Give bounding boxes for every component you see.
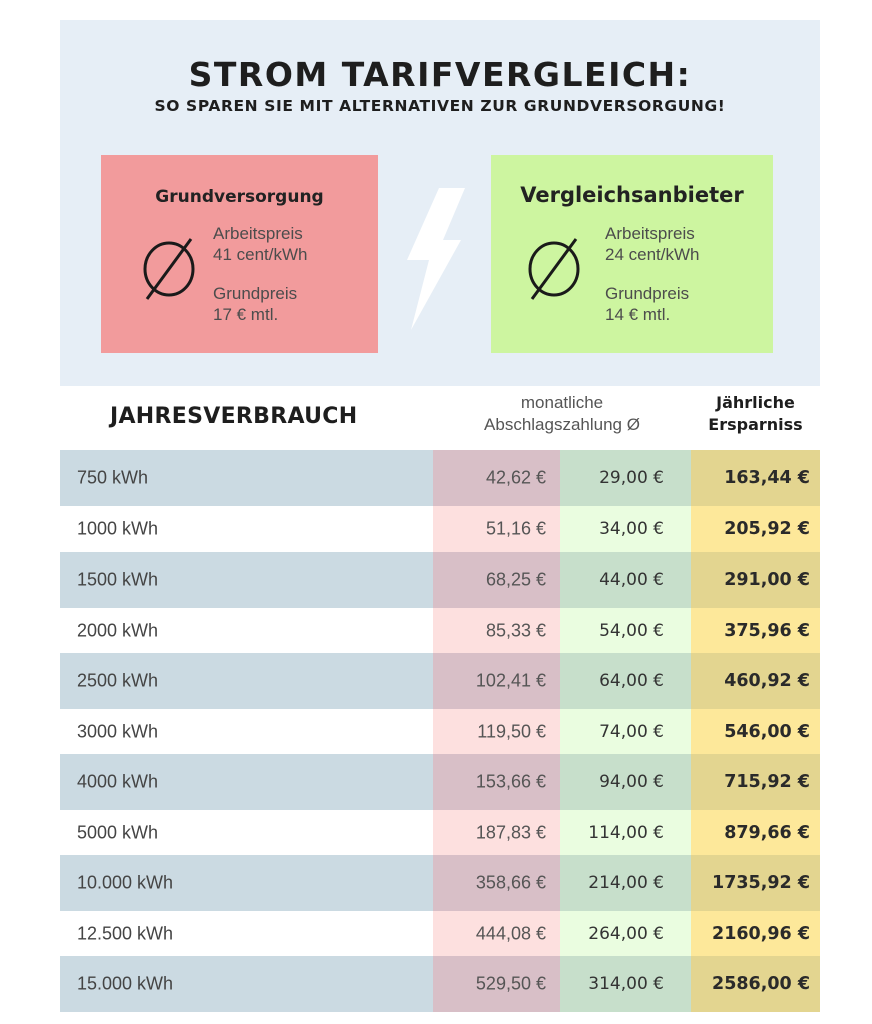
usage-cell (60, 810, 433, 855)
column-header-monatlich-line2: Abschlagszahlung Ø (484, 415, 640, 434)
arbeitspreis-label: Arbeitspreis (605, 224, 695, 243)
usage-cell (60, 956, 433, 1012)
usage-cell (60, 911, 433, 956)
table-row (60, 552, 820, 608)
table-row (60, 608, 820, 653)
grundversorgung-monthly-cell-text: 358,66 € (475, 872, 546, 893)
grundpreis-label: Grundpreis (605, 284, 690, 303)
table-row (60, 506, 820, 552)
usage-cell (60, 608, 433, 653)
vergleichsanbieter-monthly-cell (560, 754, 691, 810)
vergleichsanbieter-monthly-cell (560, 810, 691, 855)
grundversorgung-monthly-cell (433, 810, 560, 855)
card-vergleichsanbieter (491, 155, 773, 353)
grundversorgung-monthly-cell-text: 85,33 € (485, 620, 546, 640)
vergleichsanbieter-monthly-cell-text: 114,00 € (588, 822, 664, 843)
arbeitspreis-value: 24 cent/kWh (605, 245, 700, 264)
usage-cell-text: 12.500 kWh (77, 923, 174, 943)
table-row (60, 450, 820, 506)
usage-cell (60, 855, 433, 911)
annual-saving-cell (691, 450, 820, 506)
table-row (60, 653, 820, 709)
annual-saving-cell (691, 911, 820, 956)
usage-cell-text: 1500 kWh (77, 569, 159, 590)
column-header-ersparnis-line2: Ersparniss (708, 415, 803, 434)
vergleichsanbieter-monthly-cell-text: 314,00 € (588, 974, 664, 994)
card-grundversorgung (101, 155, 378, 353)
page-subtitle: SO SPAREN SIE MIT ALTERNATIVEN ZUR GRUNDVERSORGUNG! (154, 97, 726, 115)
arbeitspreis-label: Arbeitspreis (213, 224, 303, 243)
vergleichsanbieter-monthly-cell-text: 44,00 € (599, 570, 664, 590)
annual-saving-cell (691, 956, 820, 1012)
grundversorgung-monthly-cell (433, 709, 560, 754)
vergleichsanbieter-monthly-cell-text: 74,00 € (599, 721, 664, 742)
grundversorgung-monthly-cell-text: 42,62 € (485, 467, 546, 488)
column-header-ersparnis-line1: Jährliche (716, 393, 795, 412)
grundversorgung-monthly-cell (433, 911, 560, 956)
grundversorgung-monthly-cell-text: 529,50 € (475, 973, 546, 994)
vergleichsanbieter-monthly-cell (560, 709, 691, 754)
card-vergleichsanbieter-prices (605, 223, 700, 325)
grundpreis-label: Grundpreis (213, 284, 298, 303)
annual-saving-cell (691, 552, 820, 608)
annual-saving-cell (691, 810, 820, 855)
usage-cell (60, 552, 433, 608)
vergleichsanbieter-monthly-cell-text: 264,00 € (588, 923, 664, 944)
usage-cell (60, 754, 433, 810)
vergleichsanbieter-monthly-cell-text: 54,00 € (599, 620, 664, 641)
grundversorgung-monthly-cell-text: 153,66 € (475, 771, 546, 792)
table-row (60, 956, 820, 1012)
usage-cell-text: 750 kWh (77, 467, 149, 488)
vergleichsanbieter-monthly-cell (560, 956, 691, 1012)
grundversorgung-monthly-cell (433, 450, 560, 506)
annual-saving-cell-text: 375,96 € (724, 620, 810, 641)
grundversorgung-monthly-cell-text: 68,25 € (485, 569, 546, 590)
annual-saving-cell (691, 855, 820, 911)
vergleichsanbieter-monthly-cell (560, 608, 691, 653)
table-row (60, 855, 820, 911)
table-row (60, 709, 820, 754)
grundversorgung-monthly-cell (433, 653, 560, 709)
grundpreis-value: 17 € mtl. (213, 305, 279, 324)
usage-cell-text: 15.000 kWh (77, 973, 174, 994)
vergleichsanbieter-monthly-cell (560, 552, 691, 608)
usage-cell-text: 2000 kWh (77, 620, 159, 640)
usage-cell-text: 4000 kWh (77, 771, 159, 792)
arbeitspreis-value: 41 cent/kWh (213, 245, 308, 264)
card-grundversorgung-title: Grundversorgung (155, 187, 324, 207)
annual-saving-cell (691, 754, 820, 810)
annual-saving-cell (691, 709, 820, 754)
annual-saving-cell-text: 879,66 € (724, 822, 810, 843)
page-title: STROM TARIFVERGLEICH: (188, 55, 692, 94)
annual-saving-cell-text: 205,92 € (724, 519, 810, 539)
vergleichsanbieter-monthly-cell (560, 506, 691, 552)
grundversorgung-monthly-cell (433, 956, 560, 1012)
vergleichsanbieter-monthly-cell-text: 214,00 € (588, 873, 664, 893)
usage-cell-text: 2500 kWh (77, 670, 159, 691)
grundversorgung-monthly-cell (433, 552, 560, 608)
vergleichsanbieter-monthly-cell-text: 34,00 € (599, 519, 664, 539)
table-row (60, 911, 820, 956)
usage-cell-text: 3000 kWh (77, 721, 159, 741)
grundversorgung-monthly-cell-text: 444,08 € (475, 923, 546, 943)
annual-saving-cell-text: 546,00 € (724, 721, 810, 742)
annual-saving-cell-text: 460,92 € (724, 671, 810, 691)
column-header-jahresverbrauch (60, 386, 433, 450)
column-header-monatlich-line1: monatliche (520, 393, 604, 412)
column-header-jahresverbrauch-label: JAHRESVERBRAUCH (110, 404, 358, 429)
usage-cell-text: 1000 kWh (77, 518, 159, 539)
average-icon (139, 233, 199, 303)
column-header-ersparnis (691, 386, 820, 450)
grundversorgung-monthly-cell-text: 119,50 € (477, 721, 546, 741)
annual-saving-cell-text: 715,92 € (724, 772, 810, 792)
column-header-monatlich (433, 386, 691, 450)
vergleichsanbieter-monthly-cell (560, 653, 691, 709)
grundversorgung-monthly-cell (433, 608, 560, 653)
annual-saving-cell (691, 608, 820, 653)
usage-cell (60, 450, 433, 506)
usage-cell (60, 506, 433, 552)
average-icon (524, 233, 584, 303)
annual-saving-cell-text: 291,00 € (724, 570, 810, 590)
table-row (60, 810, 820, 855)
annual-saving-cell-text: 163,44 € (724, 468, 810, 488)
annual-saving-cell-text: 1735,92 € (712, 873, 810, 893)
card-grundversorgung-prices (213, 223, 308, 325)
grundversorgung-monthly-cell (433, 855, 560, 911)
usage-cell-text: 5000 kWh (77, 822, 159, 842)
vergleichsanbieter-monthly-cell (560, 855, 691, 911)
lightning-bolt-icon (403, 188, 467, 330)
grundversorgung-monthly-cell-text: 102,41 € (475, 670, 546, 691)
annual-saving-cell (691, 653, 820, 709)
usage-cell-text: 10.000 kWh (77, 872, 174, 893)
card-vergleichsanbieter-title: Vergleichsanbieter (520, 183, 744, 207)
vergleichsanbieter-monthly-cell (560, 450, 691, 506)
table-row (60, 754, 820, 810)
annual-saving-cell (691, 506, 820, 552)
usage-cell (60, 653, 433, 709)
vergleichsanbieter-monthly-cell-text: 64,00 € (599, 671, 664, 691)
annual-saving-cell-text: 2586,00 € (712, 974, 810, 994)
annual-saving-cell-text: 2160,96 € (712, 923, 810, 944)
grundversorgung-monthly-cell (433, 506, 560, 552)
grundversorgung-monthly-cell (433, 754, 560, 810)
grundversorgung-monthly-cell-text: 51,16 € (485, 518, 546, 539)
vergleichsanbieter-monthly-cell (560, 911, 691, 956)
grundversorgung-monthly-cell-text: 187,83 € (475, 822, 546, 842)
vergleichsanbieter-monthly-cell-text: 29,00 € (599, 468, 664, 488)
grundpreis-value: 14 € mtl. (605, 305, 671, 324)
usage-cell (60, 709, 433, 754)
vergleichsanbieter-monthly-cell-text: 94,00 € (599, 772, 664, 792)
